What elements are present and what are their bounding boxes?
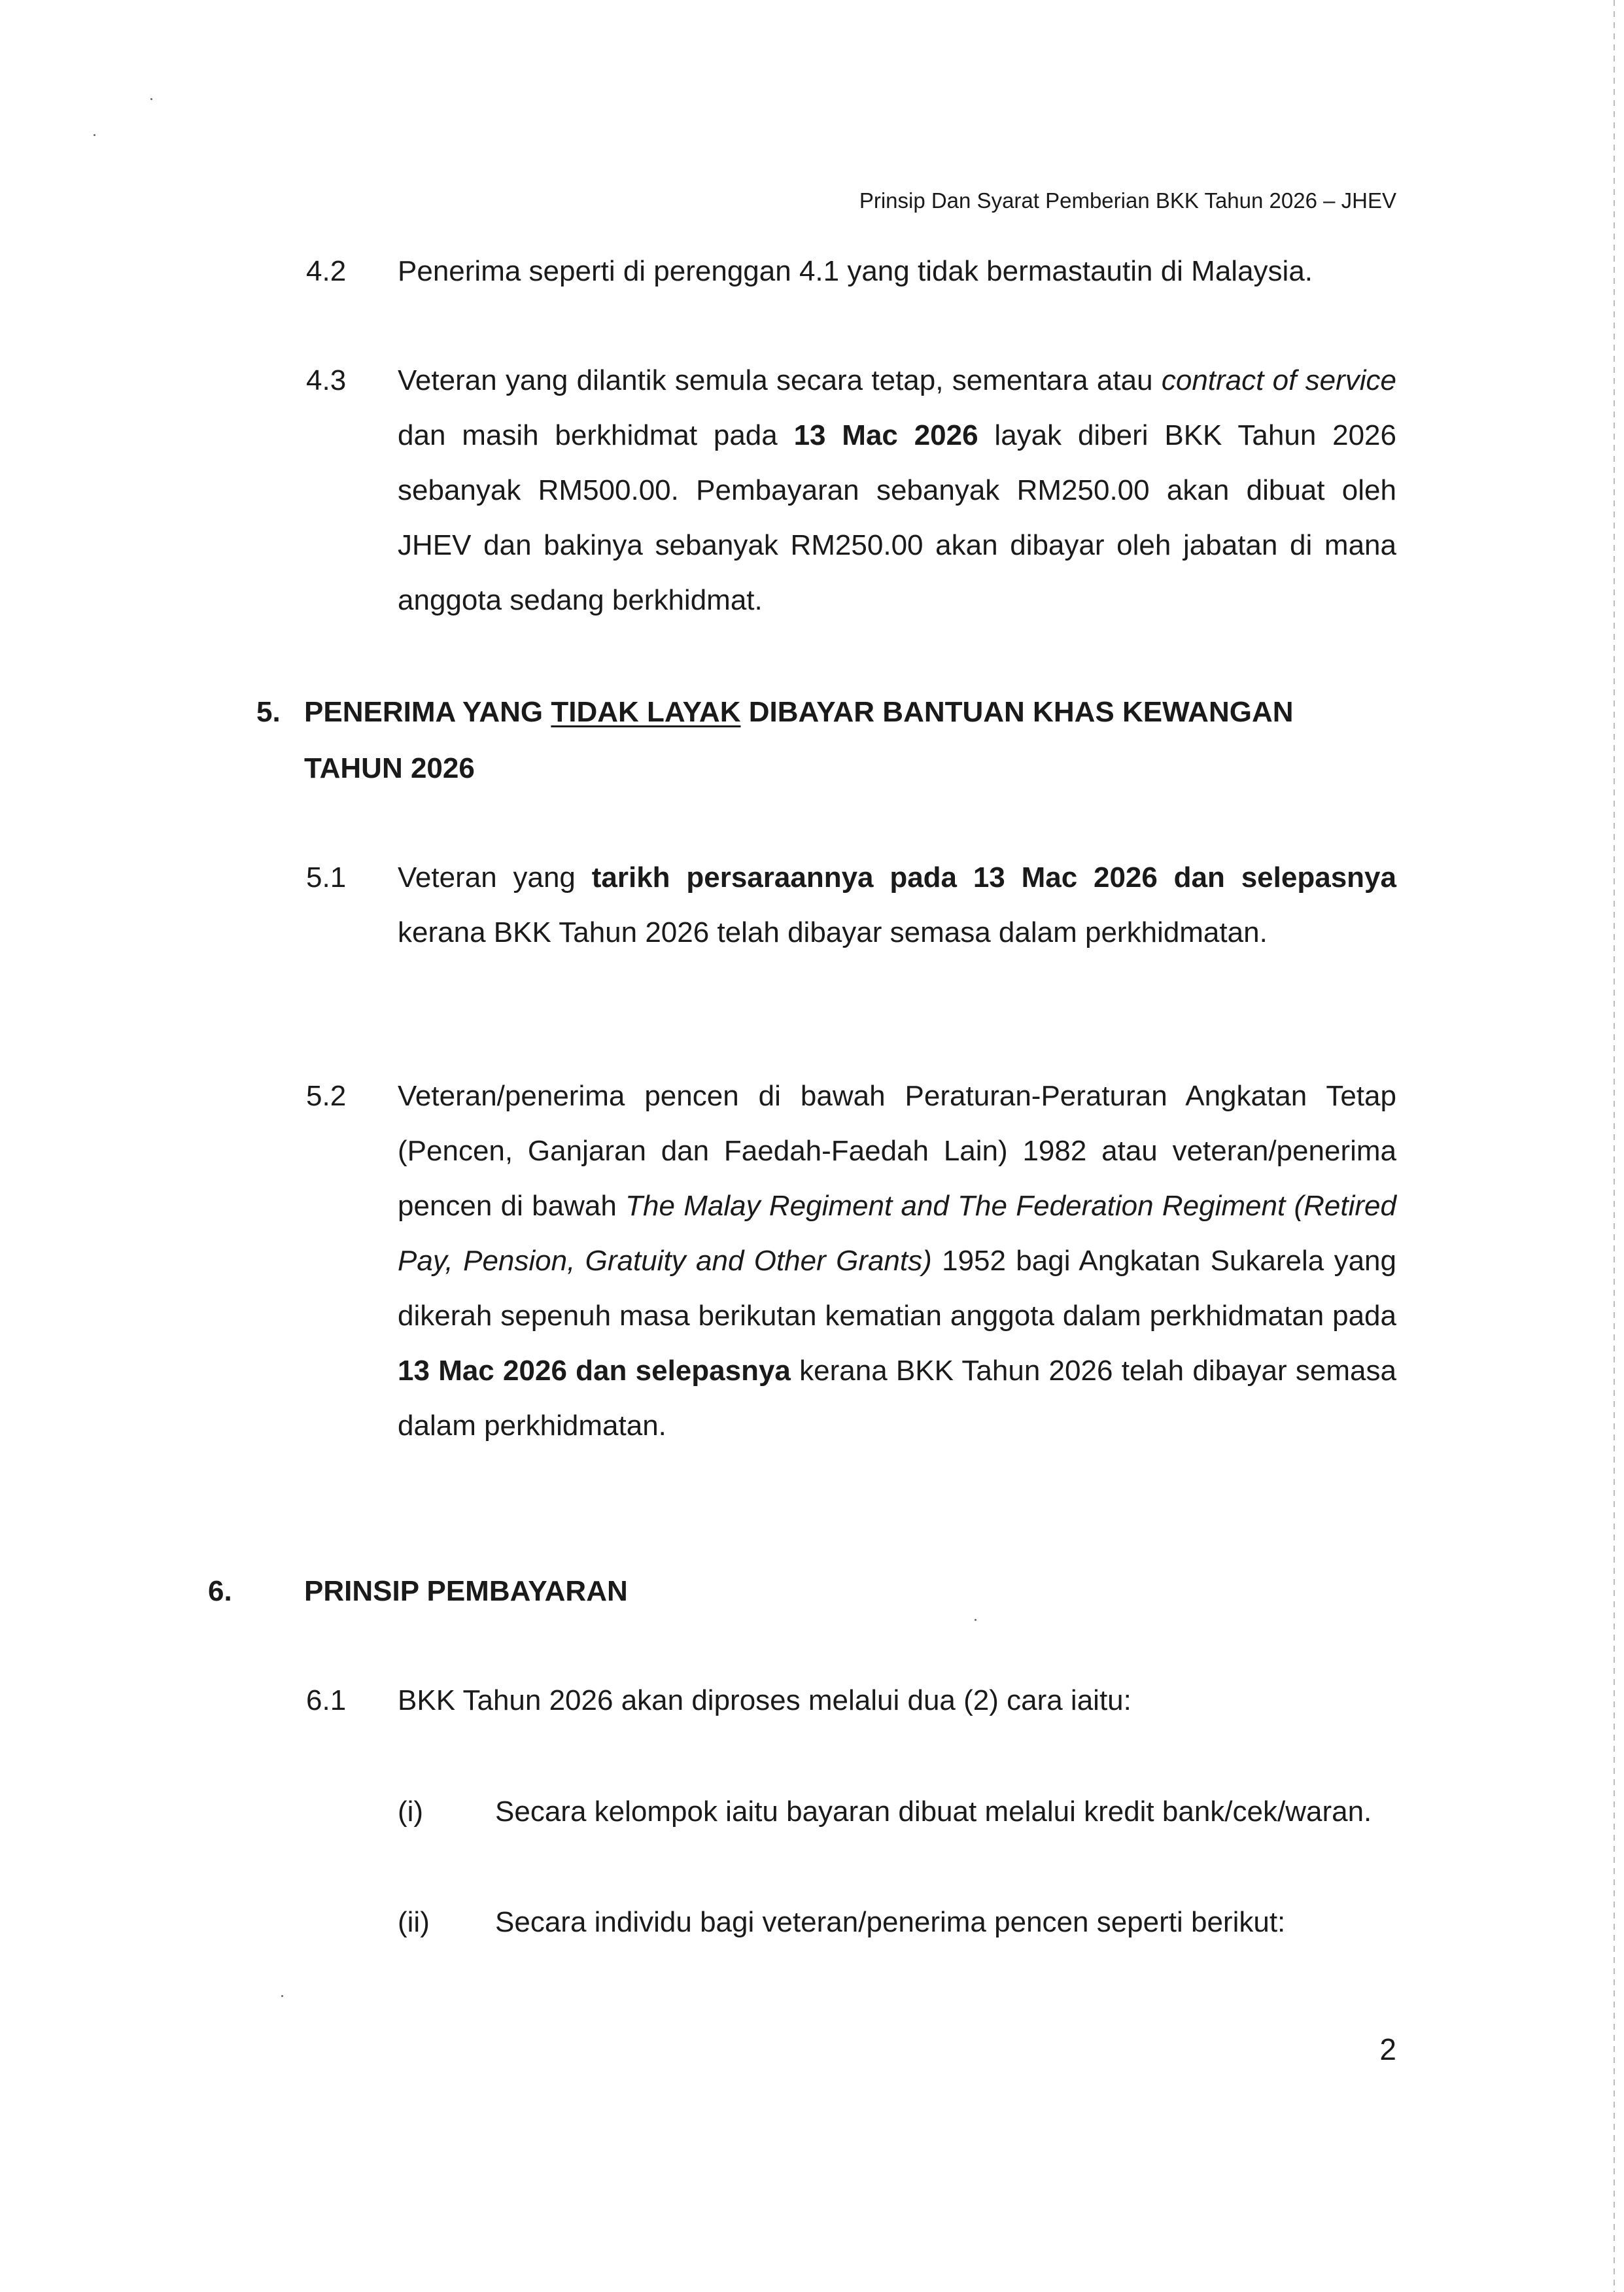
clause-number: 6.1 bbox=[306, 1684, 347, 1716]
clause-number: 4.2 bbox=[306, 255, 347, 287]
clause-4-2-text: Penerima seperti di perenggan 4.1 yang tidak bermastautin di Malaysia. bbox=[398, 255, 1313, 287]
section-number: 5. bbox=[256, 696, 281, 728]
list-item-text: Secara individu bagi veteran/penerima pencen seperti berikut: bbox=[495, 1906, 1286, 1938]
list-item-text: Secara kelompok iaitu bayaran dibuat melalui kredit bank/cek/waran. bbox=[495, 1796, 1372, 1828]
clause-5-1-text: Veteran yang tarikh persaraannya pada 13 Mac 2026 dan selepasnya kerana BKK Tahun 2026 telah dibayar semasa dalam perkhidmatan. bbox=[398, 861, 1396, 948]
clause-number: 5.2 bbox=[306, 1080, 347, 1112]
section-6-heading: PRINSIP PEMBAYARAN bbox=[304, 1575, 628, 1607]
clause-6-1-text: BKK Tahun 2026 akan diproses melalui dua (2) cara iaitu: bbox=[398, 1684, 1132, 1716]
section-number: 6. bbox=[208, 1575, 232, 1607]
clause-4-3-text: Veteran yang dilantik semula secara tetap, sementara atau contract of service dan masih berkhidmat pada 13 Mac 2026 layak diberi BKK Tahun 2026 sebanyak RM500.00. Pembayaran sebanyak RM250.00 akan dibuat oleh JHEV dan bakinya sebanyak RM250.00 akan dibayar oleh jabatan di mana anggota sedang berkhidmat. bbox=[398, 364, 1396, 616]
section-5-heading: PENERIMA YANG TIDAK LAYAK DIBAYAR BANTUAN KHAS KEWANGAN TAHUN 2026 bbox=[304, 696, 1294, 784]
list-item-label: (ii) bbox=[398, 1906, 430, 1938]
clause-number: 4.3 bbox=[306, 364, 347, 396]
scan-speck bbox=[281, 1995, 283, 1997]
scan-speck bbox=[94, 134, 95, 136]
clause-number: 5.1 bbox=[306, 861, 347, 894]
scan-speck bbox=[975, 1619, 976, 1621]
scan-speck bbox=[150, 98, 152, 100]
page-number: 2 bbox=[1379, 2032, 1396, 2066]
running-header: Prinsip Dan Syarat Pemberian BKK Tahun 2026 – JHEV bbox=[859, 188, 1396, 213]
clause-5-2-text: Veteran/penerima pencen di bawah Peraturan-Peraturan Angkatan Tetap (Pencen, Ganjaran dan Faedah-Faedah Lain) 1982 atau veteran/penerima pencen di bawah The Malay Regiment and The Federation Regiment (Retired Pay, Pension, Gratuity and Other Grants) 1952 bagi Angkatan Sukarela yang dikerah sepenuh masa berikutan kematian anggota dalam perkhidmatan pada 13 Mac 2026 dan selepasnya kerana BKK Tahun 2026 telah dibayar semasa dalam perkhidmatan. bbox=[398, 1080, 1396, 1442]
list-item-label: (i) bbox=[398, 1796, 424, 1828]
scan-edge-artifact bbox=[1614, 0, 1615, 2292]
